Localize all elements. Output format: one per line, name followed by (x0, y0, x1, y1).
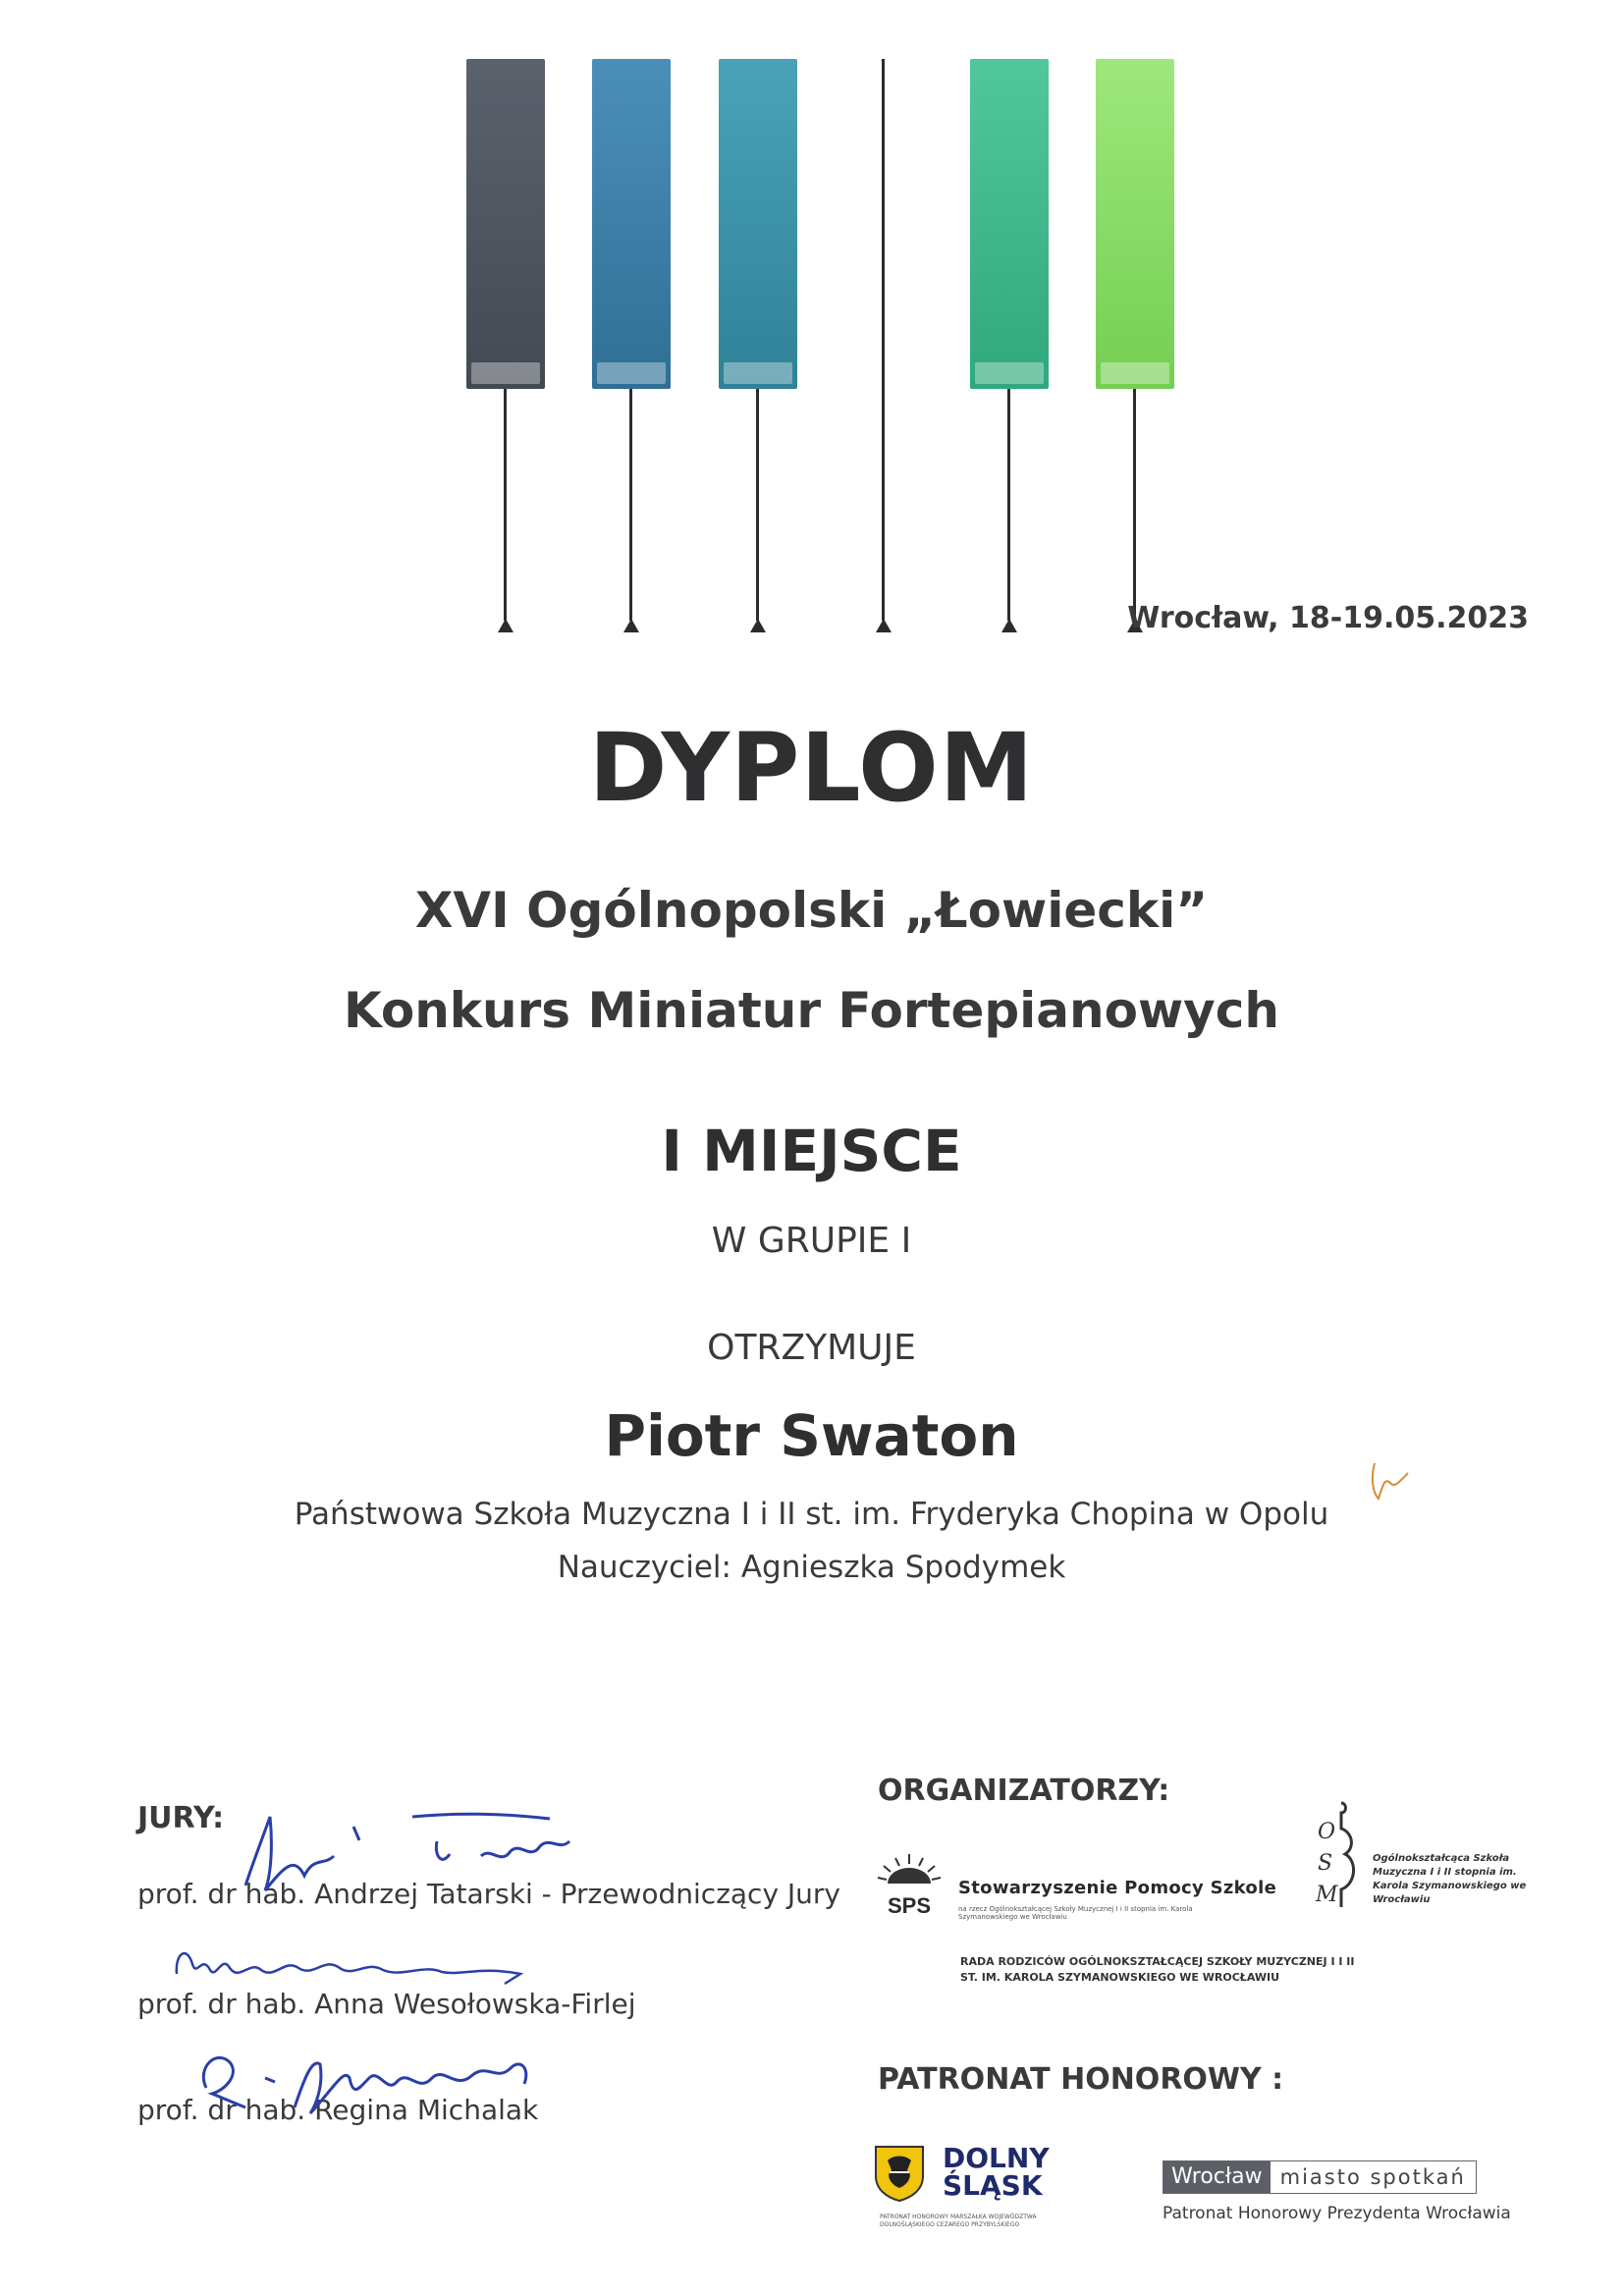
svg-text:S: S (1318, 1851, 1333, 1876)
svg-text:M: M (1316, 1883, 1338, 1907)
stem-arrow (623, 619, 639, 632)
signature-tatarski (216, 1797, 609, 1905)
dolny-slask-logo-text (943, 2142, 1050, 2202)
piano-key-5 (1096, 59, 1174, 389)
competition-name-line2: Konkurs Miniatur Fortepianowych (343, 982, 1279, 1039)
sps-name: Stowarzyszenie Pomocy Szkole (958, 1878, 1277, 1898)
key-stem (504, 389, 507, 621)
dolny-slask-crest-icon (874, 2145, 925, 2202)
recipient-name: Piotr Swaton (604, 1402, 1019, 1469)
piano-key-4 (970, 59, 1049, 389)
stem-arrow (750, 619, 766, 632)
piano-key-1 (466, 59, 545, 389)
patronage-heading: PATRONAT HONOROWY : (878, 2062, 1284, 2097)
organizers-heading: ORGANIZATORZY: (878, 1774, 1170, 1808)
recipient-teacher: Nauczyciel: Agnieszka Spodymek (557, 1550, 1066, 1585)
jury-member: prof. dr hab. Andrzej Tatarski - Przewodniczący Jury (137, 1878, 840, 1910)
parents-council: RADA RODZICÓW OGÓLNOKSZTAŁCĄCEJ SZKOŁY MUZYCZNEJ I I II ST. IM. KAROLA SZYMANOWSKIEGO WE WROCŁAWIU (960, 1955, 1355, 1984)
dolny-slask-line2: ŚLĄSK (943, 2169, 1043, 2202)
osm-school-name: Ogólnokształcąca Szkoła Muzyczna I i II stopnia im. Karola Szymanowskiego we Wrocławiu (1373, 1853, 1527, 1905)
key-stem (1007, 389, 1010, 621)
recipient-school: Państwowa Szkoła Muzyczna I i II st. im. Fryderyka Chopina w Opolu (294, 1497, 1329, 1532)
stem-arrow (876, 619, 892, 632)
key-stem (756, 389, 759, 621)
dolny-slask-patronage: PATRONAT HONOROWY MARSZAŁKA WOJEWÓDZTWA DOLNOŚLĄSKIEGO CEZAREGO PRZYBYLSKIEGO (880, 2214, 1037, 2228)
award-group: W GRUPIE I (711, 1221, 912, 1261)
signature-michalak (187, 2039, 560, 2127)
jury-member: prof. dr hab. Regina Michalak (137, 2094, 539, 2126)
key-stem (882, 59, 885, 621)
jury-member: prof. dr hab. Anna Wesołowska-Firlej (137, 1988, 636, 2020)
dolny-slask-line1: DOLNY (943, 2142, 1050, 2174)
sps-subtitle: na rzecz Ogólnokształcącej Szkoły Muzycznej I i II stopnia im. Karola Szymanowskiego we Wrocławiu (958, 1905, 1193, 1921)
award-place: I MIEJSCE (661, 1118, 962, 1184)
competition-name-line1: XVI Ogólnopolski „Łowiecki” (414, 882, 1209, 939)
sps-abbr: SPS (887, 1893, 932, 1918)
wroclaw-logo-name: Wrocław (1163, 2161, 1271, 2193)
event-date: Wrocław, 18-19.05.2023 (1127, 601, 1529, 635)
signature-wesolowska (167, 1935, 540, 1994)
key-stem (1133, 389, 1136, 621)
wroclaw-logo-slogan: miasto spotkań (1279, 2165, 1466, 2189)
receives-label: OTRZYMUJE (707, 1328, 916, 1368)
key-stem (629, 389, 632, 621)
handwritten-mark (1361, 1453, 1420, 1512)
jury-heading: JURY: (137, 1801, 225, 1835)
stem-arrow (498, 619, 514, 632)
osm-violin-logo (1310, 1799, 1369, 1917)
sps-logo (870, 1848, 948, 1919)
diploma-title: DYPLOM (588, 713, 1035, 823)
piano-key-2 (592, 59, 671, 389)
piano-key-3 (719, 59, 797, 389)
stem-arrow (1001, 619, 1017, 632)
wroclaw-patronage: Patronat Honorowy Prezydenta Wrocławia (1163, 2204, 1511, 2223)
svg-text:O: O (1318, 1820, 1336, 1844)
wroclaw-logo (1163, 2160, 1477, 2194)
